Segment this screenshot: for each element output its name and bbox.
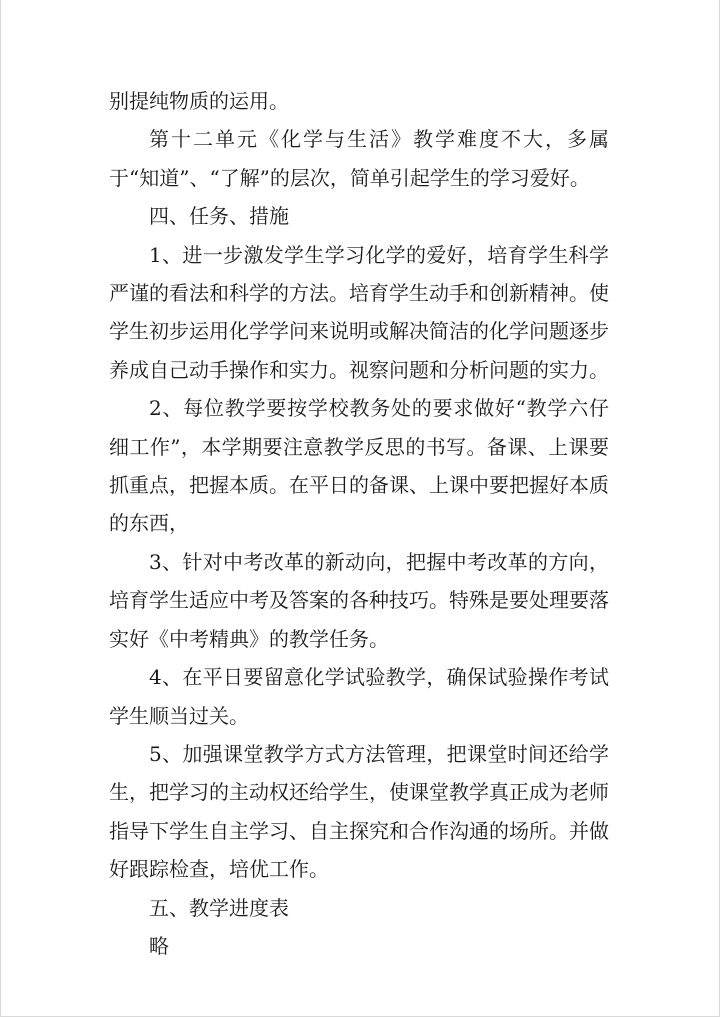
paragraph-item-4: 4、在平日要留意化学试验教学，确保试验操作考试学生顺当过关。 <box>109 665 609 728</box>
paragraph-omitted: 略 <box>149 933 169 958</box>
paragraph-item-2: 2、每位教学要按学校教务处的要求做好“教学六仔细工作”，本学期要注意教学反思的书写。备课、上课要抓重点，把握本质。在平日的备课、上课中要把握好本质的东西， <box>109 396 609 536</box>
section-heading-schedule: 五、教学进度表 <box>149 895 289 920</box>
paragraph-unit-twelve: 第十二单元《化学与生活》教学难度不大，多属于“知道”、“了解”的层次，简单引起学生的学习爱好。 <box>109 127 609 190</box>
paragraph-item-3: 3、针对中考改革的新动向，把握中考改革的方向，培育学生适应中考及答案的各种技巧。特殊是要处理要落实好《中考精典》的教学任务。 <box>109 549 609 651</box>
paragraph-item-5: 5、加强课堂教学方式方法管理，把课堂时间还给学生，把学习的主动权还给学生，使课堂教学真正成为老师指导下学生自主学习、自主探究和合作沟通的场所。并做好跟踪检查，培优工作。 <box>109 741 609 882</box>
paragraph-continued: 别提纯物质的运用。 <box>109 89 289 113</box>
section-heading-tasks-measures: 四、任务、措施 <box>149 204 289 229</box>
paragraph-item-1: 1、进一步激发学生学习化学的爱好，培育学生科学严谨的看法和科学的方法。培育学生动手和创新精神。使学生初步运用化学学问来说明或解决简洁的化学问题逐步养成自己动手操作和实力。视察问题和分析问题的实力。 <box>109 242 609 382</box>
document-body <box>109 82 609 965</box>
